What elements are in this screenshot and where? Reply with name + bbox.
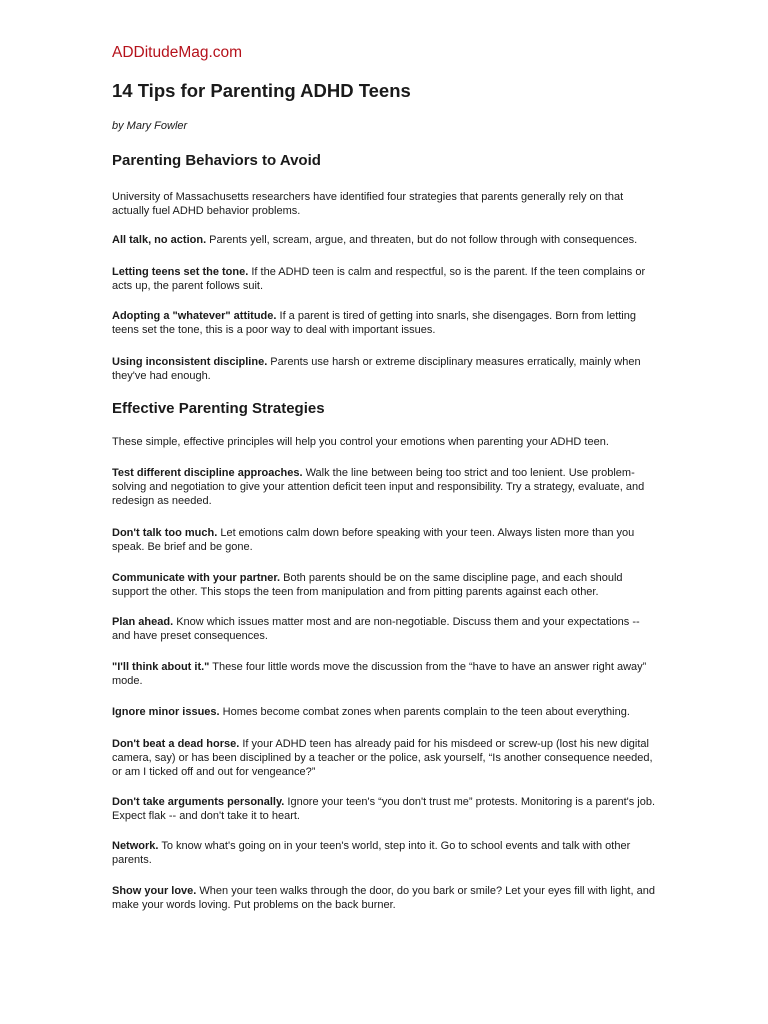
tip-lead: Communicate with your partner. [112,572,281,584]
tip-lead: Ignore minor issues. [112,706,220,718]
tip-lead: "I'll think about it." [112,661,210,673]
tip-paragraph [112,884,660,912]
tip-text: Parents use harsh or extreme disciplinary measures erratically, mainly when they've had enough. [112,356,641,382]
tip-lead: All talk, no action. [112,234,207,246]
tip-text: Both parents should be on the same discipline page, and each should support the other. This stops the teen from manipulation and from pitting parents against each other. [112,572,623,598]
tip-paragraph [112,705,660,719]
tip-lead: Plan ahead. [112,616,174,628]
tip-text: If the ADHD teen is calm and respectful, so is the parent. If the teen complains or acts up, the parent follows suit. [112,266,646,292]
tip-paragraph [112,571,660,599]
section-intro: University of Massachusetts researchers have identified four strategies that parents generally rely on that actually fuel ADHD behavior problems. [112,191,624,217]
tip-paragraph [112,526,660,554]
section-intro: These simple, effective principles will help you control your emotions when parenting your ADHD teen. [112,436,609,448]
tip-paragraph [112,839,660,867]
tip-lead: Test different discipline approaches. [112,467,303,479]
tip-lead: Show your love. [112,885,197,897]
tip-lead: Using inconsistent discipline. [112,356,268,368]
tip-paragraph [112,309,660,337]
tip-text: To know what's going on in your teen's world, step into it. Go to school events and talk with other parents. [112,840,631,866]
tip-text: If your ADHD teen has already paid for his misdeed or screw-up (lost his new digital camera, say) or has been disciplined by a teacher or the police, ask yourself, “Is another consequence needed, or am I ticked off and out for vengeance?” [112,738,653,778]
tip-paragraph [112,795,660,823]
tip-lead: Letting teens set the tone. [112,266,249,278]
tip-text: These four little words move the discussion from the “have to have an answer right away” mode. [112,661,647,687]
tip-text: Ignore your teen's “you don't trust me” protests. Monitoring is a parent's job. Expect flak -- and don't take it to heart. [112,796,656,822]
page-title: 14 Tips for Parenting ADHD Teens [112,80,411,101]
tip-lead: Don't beat a dead horse. [112,738,240,750]
tip-lead: Adopting a "whatever" attitude. [112,310,277,322]
tip-paragraph [112,737,660,779]
tip-paragraph [112,265,660,293]
site-name[interactable]: ADDitudeMag.com [112,44,243,61]
section-heading-effective-strategies: Effective Parenting Strategies [112,400,325,417]
byline: by Mary Fowler [112,120,188,132]
tip-text: Parents yell, scream, argue, and threaten, but do not follow through with consequences. [206,234,638,246]
tip-lead: Network. [112,840,159,852]
tip-paragraph [112,615,660,643]
tip-paragraph [112,355,660,383]
tip-text: If a parent is tired of getting into snarls, she disengages. Born from letting teens set the tone, this is a poor way to deal with important issues. [112,310,636,336]
tip-paragraph [112,660,660,688]
tip-text: Know which issues matter most and are non-negotiable. Discuss them and your expectations -- and have preset consequences. [112,616,640,642]
tip-paragraph [112,466,660,508]
section-heading-behaviors-to-avoid: Parenting Behaviors to Avoid [112,152,321,169]
tip-paragraph [112,233,660,247]
tip-lead: Don't talk too much. [112,527,218,539]
tip-text: Homes become combat zones when parents complain to the teen about everything. [219,706,630,718]
tip-text: When your teen walks through the door, do you bark or smile? Let your eyes fill with light, and make your words loving. Put problems on the back burner. [112,885,655,911]
tip-lead: Don't take arguments personally. [112,796,285,808]
tip-text: Walk the line between being too strict and too lenient. Use problem-solving and negotiation to give your attention deficit teen input and responsibility. Try a strategy, evaluate, and redesign as needed. [112,467,645,507]
tip-text: Let emotions calm down before speaking with your teen. Always listen more than you speak. Be brief and be gone. [112,527,635,553]
